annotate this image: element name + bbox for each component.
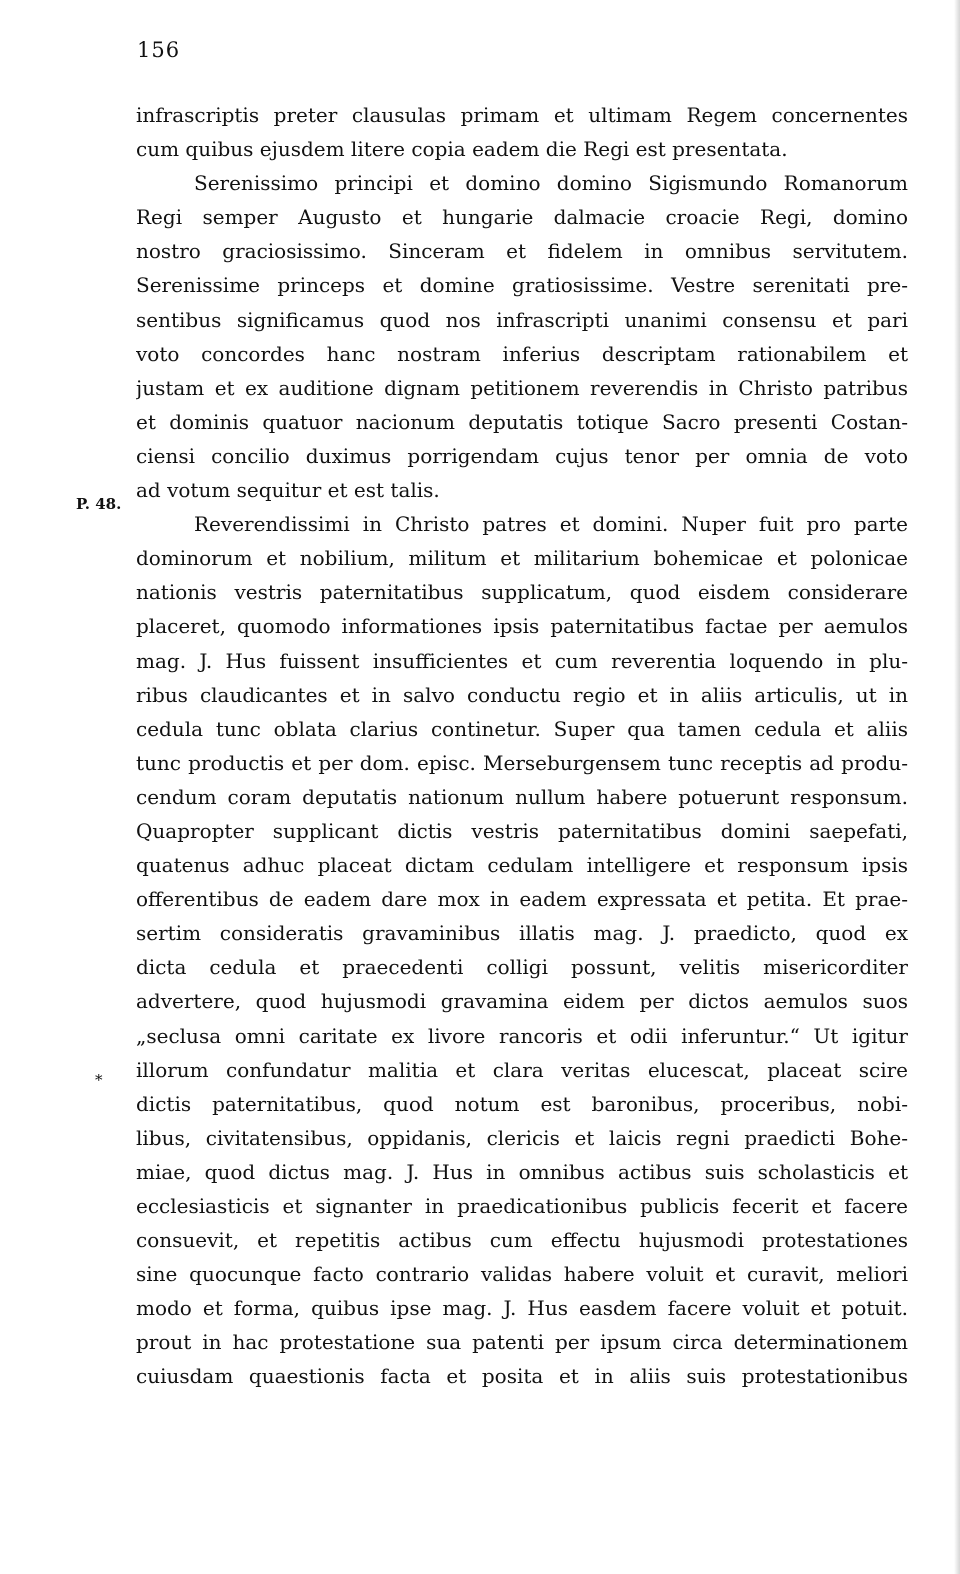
text-line: miae, quod dictus mag. J. Hus in omnibus actibus suis scholasticis et (136, 1159, 908, 1184)
text-line: sentibus significamus quod nos infrascripti unanimi consensu et pari (136, 307, 908, 332)
text-line: advertere, quod hujusmodi gravamina eidem per dictos aemulos suos (136, 989, 908, 1014)
page-edge-shadow (954, 0, 960, 1574)
text-line: libus, civitatensibus, oppidanis, clericis et laicis regni praedicti Bohe- (136, 1125, 908, 1150)
text-line: consuevit, et repetitis actibus cum effectu hujusmodi protestationes (136, 1228, 908, 1253)
text-line: infrascriptis preter clausulas primam et ultimam Regem concernentes (136, 103, 908, 127)
margin-page-reference: P. 48. (76, 495, 122, 513)
text-line: Serenissimo principi et domino domino Sigismundo Romanorum (194, 171, 908, 196)
text-line: sine quocunque facto contrario validas habere voluit et curavit, meliori (136, 1262, 908, 1287)
text-line: cendum coram deputatis nationum nullum habere potuerunt responsum. (136, 784, 908, 809)
text-line: ciensi concilio duximus porrigendam cujus tenor per omnia de voto (136, 443, 908, 468)
text-line: dominorum et nobilium, militum et militarium bohemicae et polonicae (136, 546, 908, 571)
margin-asterisk-mark: * (95, 1071, 103, 1089)
text-line: nationis vestris paternitatibus supplicatum, quod eisdem considerare (136, 580, 908, 605)
text-line: offerentibus de eadem dare mox in eadem expressata et petita. Et prae- (136, 887, 908, 912)
text-line: prout in hac protestatione sua patenti per ipsum circa determinationem (136, 1330, 908, 1355)
text-line: dicta cedula et praecedenti colligi possunt, velitis misericorditer (136, 955, 908, 980)
text-line: nostro graciosissimo. Sinceram et fidelem in omnibus servitutem. (136, 239, 908, 264)
text-line: cedula tunc oblata clarius continetur. Super qua tamen cedula et aliis (136, 716, 908, 741)
text-line: Serenissime princeps et domine gratiosissime. Vestre serenitati pre- (136, 273, 908, 298)
text-line: dictis paternitatibus, quod notum est baronibus, proceribus, nobi- (136, 1091, 908, 1116)
text-line: Regi semper Augusto et hungarie dalmacie croacie Regi, domino (136, 205, 908, 230)
text-line: voto concordes hanc nostram inferius descriptam rationabilem et (136, 341, 908, 366)
text-line: sertim consideratis gravaminibus illatis mag. J. praedicto, quod ex (136, 921, 908, 946)
text-line: placeret, quomodo informationes ipsis paternitatibus factae per aemulos (136, 614, 908, 639)
text-line: Reverendissimi in Christo patres et domini. Nuper fuit pro parte (194, 512, 908, 537)
text-line: cum quibus ejusdem litere copia eadem die Regi est presentata. (136, 137, 788, 162)
text-line: mag. J. Hus fuissent insufficientes et cum reverentia loquendo in plu- (136, 648, 908, 673)
text-line: cuiusdam quaestionis facta et posita et in aliis suis protestationibus (136, 1364, 908, 1389)
page-number: 156 (137, 38, 181, 62)
text-line: Quapropter supplicant dictis vestris paternitatibus domini saepefati, (136, 818, 908, 843)
text-line: ad votum sequitur et est talis. (136, 478, 440, 503)
text-line: ribus claudicantes et in salvo conductu regio et in aliis articulis, ut in (136, 682, 908, 707)
text-line: et dominis quatuor nacionum deputatis totique Sacro presenti Costan- (136, 409, 908, 434)
text-line: illorum confundatur malitia et clara veritas elucescat, placeat scire (136, 1057, 908, 1082)
text-line: ecclesiasticis et signanter in praedicationibus publicis fecerit et facere (136, 1194, 908, 1218)
text-line: justam et ex auditione dignam petitionem reverendis in Christo patribus (136, 375, 908, 400)
document-body (136, 98, 908, 1394)
text-line: tunc productis et per dom. episc. Merseburgensem tunc receptis ad produ- (136, 750, 908, 775)
text-line: quatenus adhuc placeat dictam cedulam intelligere et responsum ipsis (136, 853, 908, 878)
text-line: „seclusa omni caritate ex livore rancoris et odii inferuntur.“ Ut igitur (136, 1023, 908, 1048)
text-line: modo et forma, quibus ipse mag. J. Hus easdem facere voluit et potuit. (136, 1296, 908, 1321)
